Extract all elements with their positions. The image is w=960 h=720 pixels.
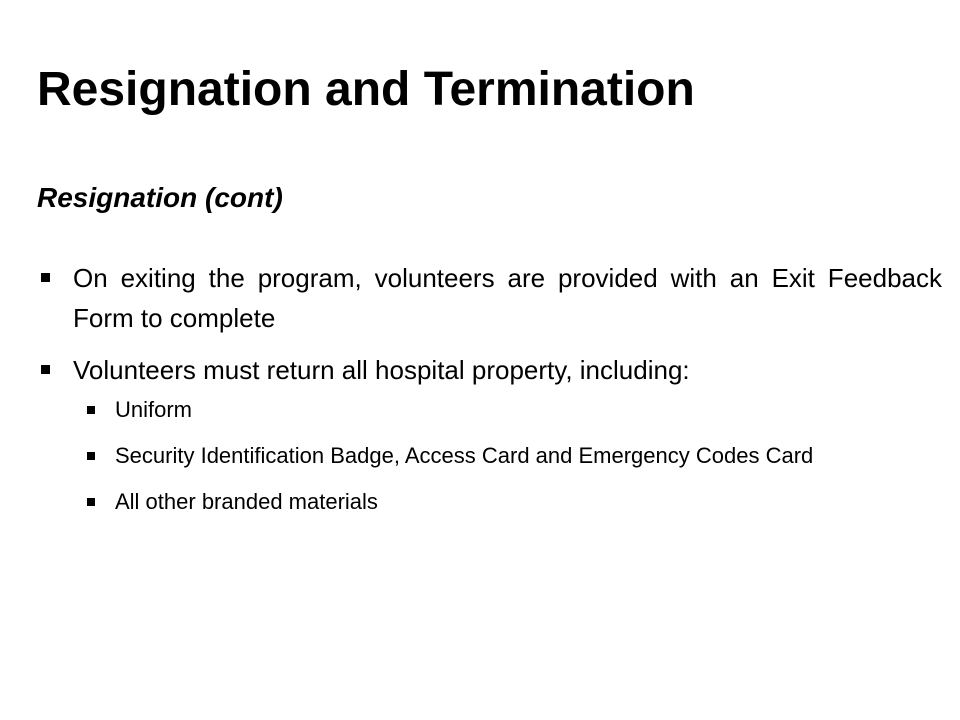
sub-bullet-item [73,486,942,518]
sub-bullet-text: Uniform [115,397,193,422]
square-bullet-icon [41,365,50,374]
sub-bullet-list [73,394,942,518]
sub-bullet-item [73,394,942,426]
square-bullet-icon [41,273,50,282]
slide-title: Resignation and Termination [37,63,695,116]
sub-bullet-item [73,440,942,472]
sub-bullet-text: All other branded materials [115,489,378,514]
square-bullet-icon [87,452,95,460]
bullet-item [37,258,942,338]
square-bullet-icon [87,498,95,506]
bullet-text: On exiting the program, volunteers are provided with an Exit Feedback Form to complete [73,263,942,333]
slide-subtitle: Resignation (cont) [37,182,283,213]
bullet-item [37,350,942,518]
sub-bullet-text: Security Identification Badge, Access Card and Emergency Codes Card [115,443,814,468]
bullet-text: Volunteers must return all hospital property, including: [73,355,690,385]
bullet-list [37,258,942,532]
square-bullet-icon [87,406,95,414]
